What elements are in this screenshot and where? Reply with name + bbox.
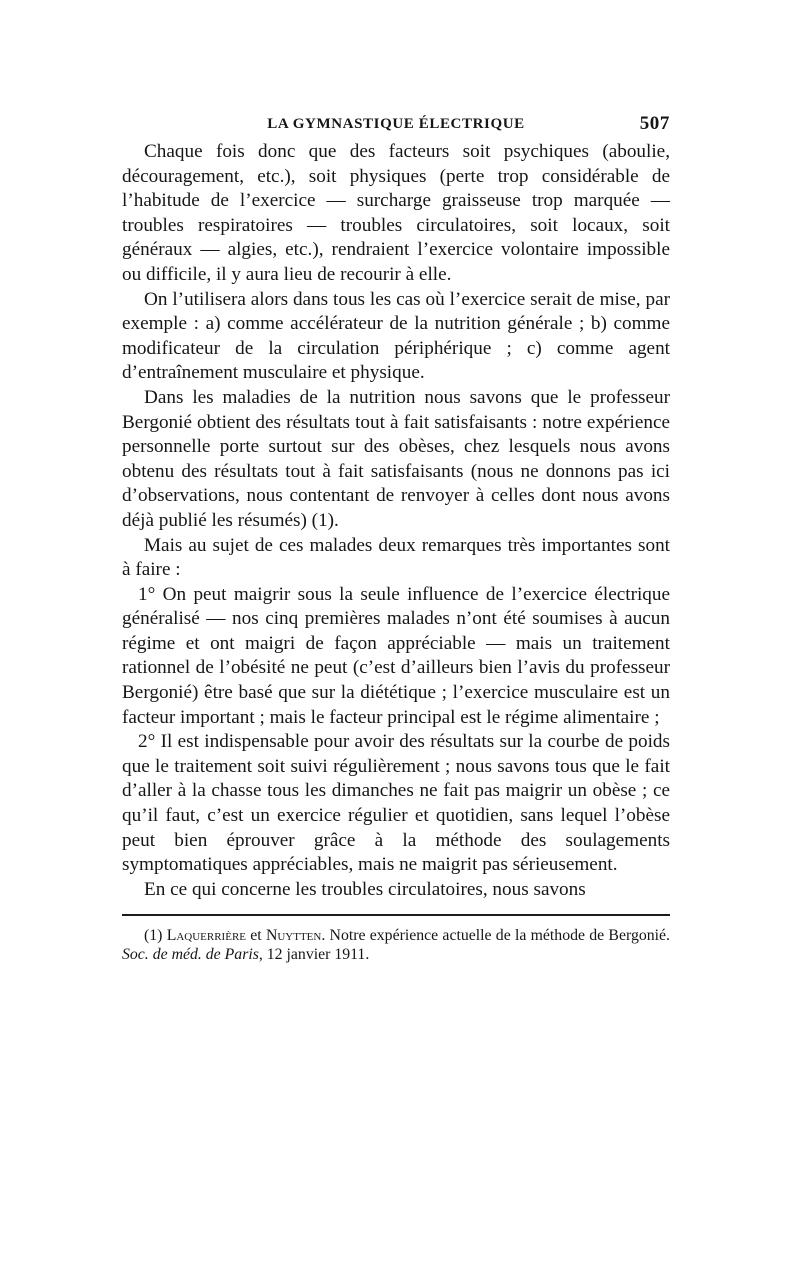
body-text [122, 140, 670, 902]
paragraph: En ce qui concerne les troubles circulatoires, nous savons [144, 878, 586, 900]
footnote-divider [122, 914, 670, 916]
book-page [122, 110, 670, 964]
footnote-author: Nuytten [265, 927, 322, 945]
footnote-date: , 12 janvier 1911. [258, 946, 370, 964]
running-head [122, 110, 670, 140]
paragraph: Mais au sujet de ces malades deux remarques très importantes sont à faire : [122, 534, 670, 581]
running-title: LA GYMNASTIQUE ÉLECTRIQUE [267, 116, 525, 132]
footnote-conjunction: et [250, 927, 262, 945]
footnote-author: Laquerrière [166, 927, 246, 945]
paragraph: Chaque fois donc que des facteurs soit psychiques (aboulie, découragement, etc.), soit physiques (perte trop considérable de l’habitude de l’exercice — surcharge graisseuse trop marquée — troubles respiratoires — troubles circulatoires, soit locaux, soit généraux — algies, etc.), rendraient l’exercice volontaire impossible ou difficile, il y aura lieu de recourir à elle. [122, 141, 670, 285]
footnote [122, 926, 670, 964]
footnote-marker: (1) [144, 927, 163, 945]
footnote-title: . Notre expérience actuelle de la méthode de Bergonié. [321, 927, 671, 945]
footnote-journal: Soc. de méd. de Paris [122, 946, 259, 964]
page-number: 507 [639, 113, 670, 134]
numbered-remark-1: 1° On peut maigrir sous la seule influence de l’exercice électrique généralisé — nos cinq premières malades n’ont été soumises à aucun régime et ont maigri de façon appréciable — mais un traitement rationnel de l’obésité ne peut (c’est d’ailleurs bien l’avis du professeur Bergonié) être basé que sur la diététique ; l’exercice musculaire est un facteur important ; mais le facteur principal est le régime alimentaire ; [122, 583, 670, 728]
numbered-remark-2: 2° Il est indispensable pour avoir des résultats sur la courbe de poids que le traitement soit suivi régulièrement ; nous savons tous que le fait d’aller à la chasse tous les dimanches ne fait pas maigrir un obèse ; ce qu’il faut, c’est un exercice régulier et quotidien, sans lequel l’obèse peut bien éprouver grâce à la méthode des soulagements symptomatiques appréciables, mais ne maigrit pas sérieusement. [122, 731, 670, 876]
paragraph: On l’utilisera alors dans tous les cas où l’exercice serait de mise, par exemple : a) comme accélérateur de la nutrition générale ; b) comme modificateur de la circulation périphérique ; c) comme agent d’entraînement musculaire et physique. [122, 288, 670, 384]
paragraph: Dans les maladies de la nutrition nous savons que le professeur Bergonié obtient des résultats tout à fait satisfaisants : notre expérience personnelle porte surtout sur des obèses, chez lesquels nous avons obtenu des résultats tout à fait satisfaisants (nous ne donnons pas ici d’observations, nous contentant de renvoyer à celles dont nous avons déjà publié les résumés) (1). [122, 386, 670, 531]
